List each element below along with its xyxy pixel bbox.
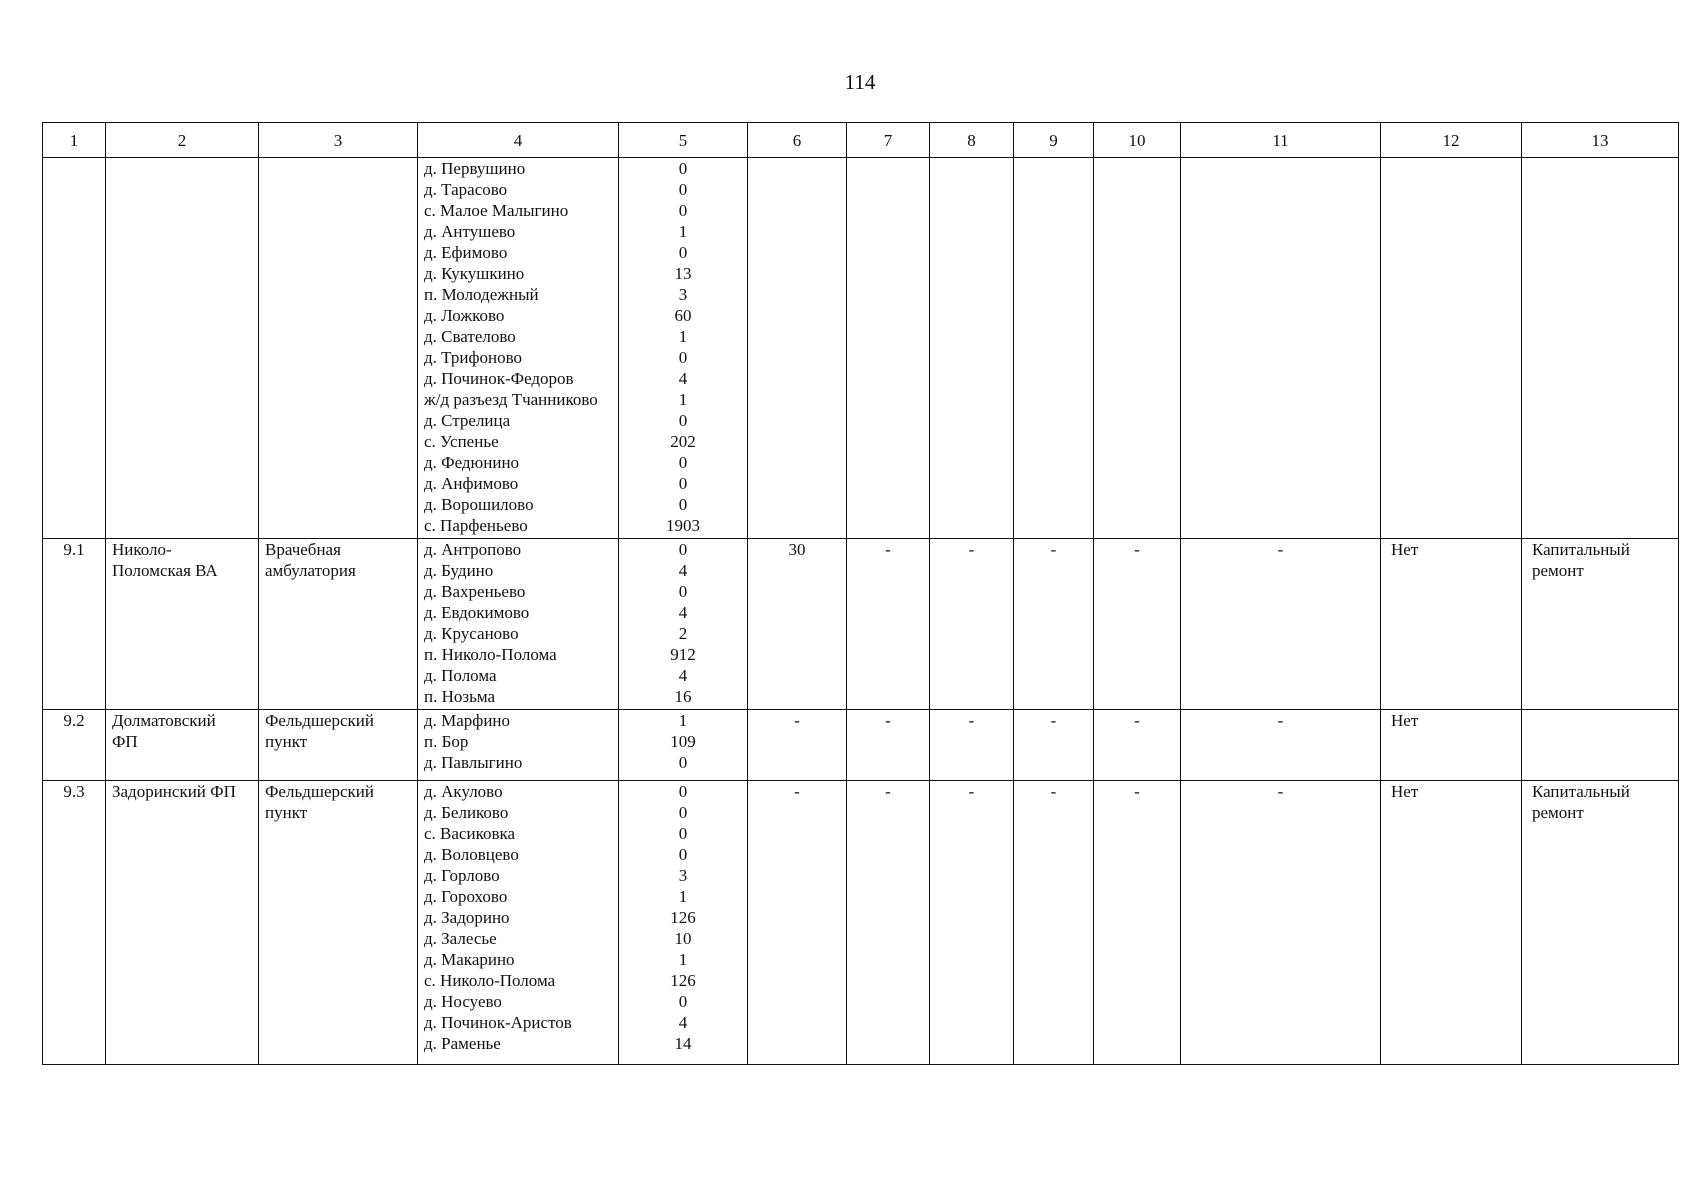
cell-name <box>106 539 259 710</box>
cell-c9 <box>1014 158 1094 539</box>
table-row <box>43 710 1679 781</box>
population-value: 0 <box>678 992 688 1011</box>
cell-c7: - <box>847 539 930 710</box>
population-value: 0 <box>678 474 688 493</box>
facility-type-line: амбулатория <box>265 561 356 580</box>
note-line: Капитальный <box>1532 540 1630 559</box>
cell-population <box>619 158 748 539</box>
cell-name <box>106 781 259 1065</box>
settlement-name: д. Антропово <box>424 540 522 559</box>
settlement-name: с. Парфеньево <box>424 516 528 535</box>
population-value: 0 <box>678 243 688 262</box>
population-value: 4 <box>678 603 688 622</box>
cell-settlements <box>418 781 619 1065</box>
settlement-name: д. Стрелица <box>424 411 511 430</box>
population-value: 0 <box>678 348 688 367</box>
facilities-table <box>42 122 1679 1065</box>
settlement-name: д. Евдокимово <box>424 603 530 622</box>
table-row <box>43 158 1679 539</box>
cell-type <box>259 539 418 710</box>
population-value: 2 <box>678 624 688 643</box>
population-value: 1903 <box>666 516 700 535</box>
settlement-name: д. Марфино <box>424 711 511 730</box>
cell-c13 <box>1522 539 1679 710</box>
population-value: 0 <box>678 453 688 472</box>
cell-c11: - <box>1181 710 1381 781</box>
cell-c7: - <box>847 710 930 781</box>
note-line: ремонт <box>1532 561 1584 580</box>
settlement-name: с. Успенье <box>424 432 499 451</box>
population-value: 4 <box>678 369 688 388</box>
population-value: 1 <box>678 711 688 730</box>
col-header: 8 <box>930 123 1014 158</box>
header-row <box>43 123 1679 158</box>
population-value: 10 <box>674 929 692 948</box>
population-value: 3 <box>678 866 688 885</box>
col-header: 5 <box>619 123 748 158</box>
cell-population <box>619 781 748 1065</box>
settlement-name: д. Носуево <box>424 992 502 1011</box>
settlement-name: с. Малое Малыгино <box>424 201 569 220</box>
population-value: 0 <box>678 159 688 178</box>
settlement-name: д. Горлово <box>424 866 500 885</box>
settlement-name: п. Николо-Полома <box>424 645 557 664</box>
settlement-name: д. Раменье <box>424 1034 501 1053</box>
cell-c8: - <box>930 781 1014 1065</box>
population-value: 126 <box>670 908 696 927</box>
population-value: 0 <box>678 411 688 430</box>
cell-c12: Нет <box>1381 710 1522 781</box>
note-line: ремонт <box>1532 803 1584 822</box>
cell-c6 <box>748 158 847 539</box>
population-value: 14 <box>674 1034 692 1053</box>
facility-name-line: Долматовский <box>112 711 216 730</box>
col-header: 7 <box>847 123 930 158</box>
settlement-name: д. Анфимово <box>424 474 519 493</box>
cell-population <box>619 710 748 781</box>
population-value: 912 <box>670 645 696 664</box>
col-header: 9 <box>1014 123 1094 158</box>
settlement-name: д. Ложково <box>424 306 505 325</box>
col-header: 4 <box>418 123 619 158</box>
cell-c9: - <box>1014 781 1094 1065</box>
settlement-name: д. Починок-Аристов <box>424 1013 572 1032</box>
cell-name <box>106 158 259 539</box>
population-value: 1 <box>678 222 688 241</box>
settlement-name: п. Бор <box>424 732 469 751</box>
cell-c10: - <box>1094 781 1181 1065</box>
col-header: 12 <box>1381 123 1522 158</box>
population-value: 0 <box>678 540 688 559</box>
cell-settlements <box>418 710 619 781</box>
settlement-name: д. Павлыгино <box>424 753 523 772</box>
cell-c11: - <box>1181 539 1381 710</box>
cell-type <box>259 158 418 539</box>
settlement-name: д. Первушино <box>424 159 526 178</box>
settlement-name: с. Васиковка <box>424 824 516 843</box>
population-value: 4 <box>678 666 688 685</box>
cell-c10: - <box>1094 539 1181 710</box>
settlement-name: д. Вахреньево <box>424 582 526 601</box>
col-header: 6 <box>748 123 847 158</box>
population-value: 13 <box>674 264 692 283</box>
population-value: 16 <box>674 687 692 706</box>
col-header: 10 <box>1094 123 1181 158</box>
settlement-name: д. Трифоново <box>424 348 523 367</box>
settlement-name: д. Ефимово <box>424 243 508 262</box>
col-header: 11 <box>1181 123 1381 158</box>
settlement-name: д. Починок-Федоров <box>424 369 574 388</box>
cell-name <box>106 710 259 781</box>
facility-type-line: пункт <box>265 732 308 751</box>
settlement-name: д. Тарасово <box>424 180 508 199</box>
cell-c13 <box>1522 781 1679 1065</box>
settlement-name: д. Полома <box>424 666 497 685</box>
cell-num: 9.3 <box>43 781 106 1065</box>
population-value: 0 <box>678 803 688 822</box>
population-value: 1 <box>678 390 688 409</box>
facility-name-line: ФП <box>112 732 138 751</box>
population-value: 109 <box>670 732 696 751</box>
cell-population <box>619 539 748 710</box>
note-line: Капитальный <box>1532 782 1630 801</box>
population-value: 60 <box>674 306 692 325</box>
settlement-name: д. Залесье <box>424 929 497 948</box>
page-number: 114 <box>844 70 876 94</box>
cell-c8: - <box>930 710 1014 781</box>
settlement-name: п. Нозьма <box>424 687 496 706</box>
cell-c11 <box>1181 158 1381 539</box>
settlement-name: д. Федюнино <box>424 453 520 472</box>
cell-c9: - <box>1014 539 1094 710</box>
table-row <box>43 539 1679 710</box>
population-value: 0 <box>678 495 688 514</box>
settlement-name: д. Ворошилово <box>424 495 534 514</box>
settlement-name: д. Кукушкино <box>424 264 525 283</box>
cell-c11: - <box>1181 781 1381 1065</box>
cell-c7 <box>847 158 930 539</box>
cell-c9: - <box>1014 710 1094 781</box>
population-value: 0 <box>678 782 688 801</box>
cell-settlements <box>418 539 619 710</box>
cell-c12: Нет <box>1381 781 1522 1065</box>
cell-c8 <box>930 158 1014 539</box>
cell-settlements <box>418 158 619 539</box>
cell-c13 <box>1522 710 1679 781</box>
col-header: 3 <box>259 123 418 158</box>
population-value: 0 <box>678 824 688 843</box>
cell-c6: - <box>748 781 847 1065</box>
settlement-name: д. Беликово <box>424 803 509 822</box>
facility-type-line: Врачебная <box>265 540 341 559</box>
population-value: 0 <box>678 201 688 220</box>
cell-type <box>259 781 418 1065</box>
settlement-name: д. Задорино <box>424 908 510 927</box>
population-value: 1 <box>678 887 688 906</box>
facility-type-line: Фельдшерский <box>265 782 374 801</box>
population-value: 4 <box>678 1013 688 1032</box>
col-header: 1 <box>43 123 106 158</box>
col-header: 13 <box>1522 123 1679 158</box>
settlement-name: п. Молодежный <box>424 285 539 304</box>
settlement-name: д. Горохово <box>424 887 508 906</box>
cell-num: 9.2 <box>43 710 106 781</box>
settlement-name: д. Крусаново <box>424 624 519 643</box>
cell-c13 <box>1522 158 1679 539</box>
settlement-name: д. Макарино <box>424 950 515 969</box>
cell-c10: - <box>1094 710 1181 781</box>
settlement-name: д. Антушево <box>424 222 516 241</box>
population-value: 202 <box>670 432 696 451</box>
settlement-name: д. Воловцево <box>424 845 519 864</box>
facility-name-line: Николо- <box>112 540 172 559</box>
population-value: 126 <box>670 971 696 990</box>
population-value: 0 <box>678 582 688 601</box>
cell-num: 9.1 <box>43 539 106 710</box>
facility-type-line: пункт <box>265 803 308 822</box>
settlement-name: д. Акулово <box>424 782 503 801</box>
facility-type-line: Фельдшерский <box>265 711 374 730</box>
cell-c7: - <box>847 781 930 1065</box>
table-row <box>43 781 1679 1065</box>
population-value: 3 <box>678 285 688 304</box>
settlement-name: д. Будино <box>424 561 494 580</box>
population-value: 4 <box>678 561 688 580</box>
cell-c12: Нет <box>1381 539 1522 710</box>
col-header: 2 <box>106 123 259 158</box>
settlement-name: ж/д разъезд Тчанниково <box>424 390 598 409</box>
facility-name-line: Задоринский ФП <box>112 782 236 801</box>
settlement-name: д. Свателово <box>424 327 516 346</box>
cell-c10 <box>1094 158 1181 539</box>
facility-name-line: Поломская ВА <box>112 561 218 580</box>
cell-c6: - <box>748 710 847 781</box>
population-value: 0 <box>678 180 688 199</box>
cell-c12 <box>1381 158 1522 539</box>
population-value: 0 <box>678 753 688 772</box>
cell-num <box>43 158 106 539</box>
cell-c6: 30 <box>748 539 847 710</box>
settlement-name: с. Николо-Полома <box>424 971 556 990</box>
cell-type <box>259 710 418 781</box>
population-value: 0 <box>678 845 688 864</box>
population-value: 1 <box>678 327 688 346</box>
population-value: 1 <box>678 950 688 969</box>
cell-c8: - <box>930 539 1014 710</box>
